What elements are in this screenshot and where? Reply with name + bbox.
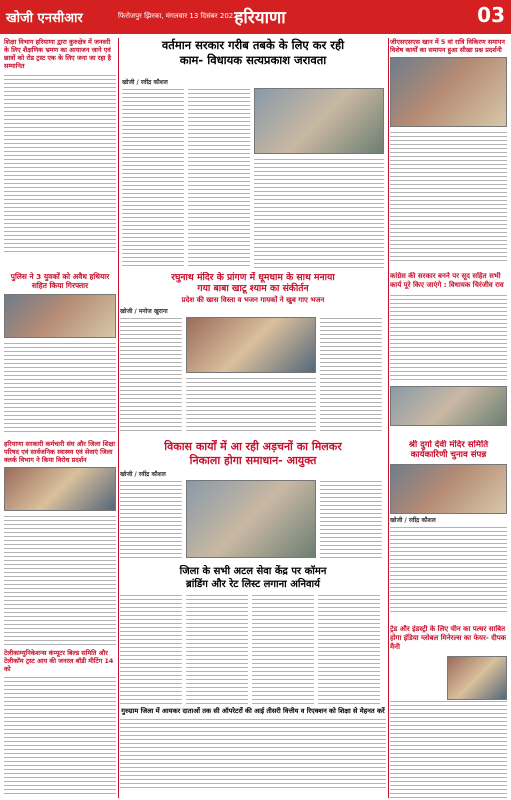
congress-headline: कांग्रेस की सरकार बनने पर सूद सहित सभी कार्य पूरे किए जाएंगे : विधायक चिरंजीव राव (390, 272, 504, 289)
temple-photo (390, 464, 507, 514)
police-body (4, 342, 116, 432)
right-top-body (390, 131, 507, 261)
brand-name: खोजी एनसीआर (6, 11, 83, 26)
ram-headline-line2: गया बाबा खाटू श्याम का संकीर्तन (197, 283, 309, 294)
vikas-byline: खोजी / रवींद्र कौशल (120, 471, 166, 478)
dateline: फिरोजपुर झिरका, मंगलवार 13 दिसंबर 2022 (118, 12, 238, 20)
congress-photo (390, 386, 507, 426)
main-headline (120, 38, 386, 72)
ram-col-3 (320, 317, 382, 432)
main-story-body (122, 76, 384, 268)
atal-col-4 (318, 594, 380, 704)
tsb-story-headline: टेलीकाम्युनिकेशन्स कंप्यूटर बिल्ड समिति और टेलीकॉम ट्रस्ट आय की जनरल बॉडी मीटिंग 14 को (4, 649, 114, 673)
haryana-story-headline: हरियाणा सरकारी कर्मचारी संघ और जिला शिक्षा परिषद एवं सार्वजनिक स्वास्थ्य एवं सेवाएं जिला क्लर्क विभाग ने किया विरोध प्रदर्शन (4, 440, 115, 464)
masthead (0, 0, 511, 34)
atal-headline-line1: जिला के सभी अटल सेवा केंद्र पर कॉमन (179, 566, 327, 577)
ram-col-1 (120, 317, 182, 432)
temple-story (390, 440, 507, 620)
temple-byline: खोजी / रवींद्र कौशल (390, 517, 436, 524)
main-col-3 (254, 158, 384, 268)
tsb-story-body (4, 676, 116, 796)
ram-byline: खोजी / मनोज खुराना (120, 308, 168, 315)
column-rule-left (118, 38, 119, 798)
page-number: 03 (477, 3, 505, 27)
main-story-photo (254, 88, 384, 154)
haryana-story-body (4, 515, 116, 645)
temple-body (390, 526, 507, 614)
vikas-headline-line2: निकाला होगा समाधान- आयुक्त (189, 454, 317, 467)
ram-story (120, 272, 386, 437)
vikas-headline-line1: विकास कार्यों में आ रही अड़चनों का मिलकर (164, 440, 342, 453)
vikas-story (120, 440, 386, 560)
left-top-story (4, 38, 116, 268)
left-top-headline: शिक्षा विभाग हरियाणा द्वारा कुरुक्षेत्र में जनवरी के लिए शैक्षणिक भ्रमण का आयाजन जाने एवं छात्रों को रोड ट्रस्ट एक के लिए जना जा रहा है सम्मानित (4, 38, 112, 70)
main-headline-line2: काम- विधायक सत्यप्रकाश जरावता (179, 53, 327, 67)
police-headline: पुलिस ने 3 युवकों को अवैध हथियार सहित किया गिरफ्तार (10, 272, 110, 290)
temple-headline: श्री दुर्गा देवी मंदिर समिति कार्यकारिणी चुनाव संपन्न (408, 440, 489, 460)
trade-headline: ट्रेड और इंडस्ट्री के लिए चीन का पत्थर साबित होगा इंडिया ग्लोबल मिनेरल्स का फेयर- दीपक मैनी (390, 625, 507, 651)
atal-headline-line2: ब्रांडिंग और रेट लिस्ट लगाना अनिवार्य (186, 579, 320, 590)
left-lower-stories (4, 440, 116, 800)
vikas-photo (186, 480, 316, 558)
police-photo (4, 294, 116, 338)
atal-body-lower (120, 718, 386, 788)
congress-body (390, 294, 507, 382)
column-rule-right (388, 38, 389, 798)
main-col-1 (122, 88, 184, 268)
atal-subhead: गुरुग्राम जिला में आयकर दाताओं तक सी ऑपरेटरों की आई तीसरी वित्तीय व रिएक्शन को शिक्षा से मेहनत करें (121, 707, 385, 715)
left-top-body (4, 74, 116, 254)
right-top-headline: जीएसएसएस खान में 5 वां रात्रि विकिरण समापन विशेष कार्यों का समापन हुआ सीखा प्रश्न प्रदर्शनी (390, 38, 505, 54)
main-byline: खोजी / रवींद्र कौशल (122, 79, 168, 86)
main-headline-line1: वर्तमान सरकार गरीब तबके के लिए कर रही (161, 38, 345, 52)
atal-col-2 (186, 594, 248, 704)
section-title: हरियाणा (234, 8, 286, 28)
police-story (4, 272, 116, 437)
vikas-col-1 (120, 480, 182, 558)
atal-col-3 (252, 594, 314, 704)
trade-story (390, 625, 507, 800)
ram-photo (186, 317, 316, 373)
ram-headline-line1: रघुनाथ मंदिर के प्रांगण में धूमधाम के साथ मनाया (171, 272, 335, 283)
atal-story (120, 565, 386, 800)
congress-story (390, 272, 507, 437)
main-col-2 (188, 88, 250, 268)
vikas-col-2 (320, 480, 382, 558)
trade-body (390, 700, 507, 800)
ram-subhead: प्रदेश की खास विस्ता व भजन गायकों ने खुब गाए भजन (181, 296, 325, 304)
ram-col-2 (186, 377, 316, 432)
atal-col-1 (120, 594, 182, 704)
trade-photo (447, 656, 507, 700)
right-top-photo (390, 57, 507, 127)
right-top-story (390, 38, 507, 268)
haryana-story-photo (4, 467, 116, 511)
